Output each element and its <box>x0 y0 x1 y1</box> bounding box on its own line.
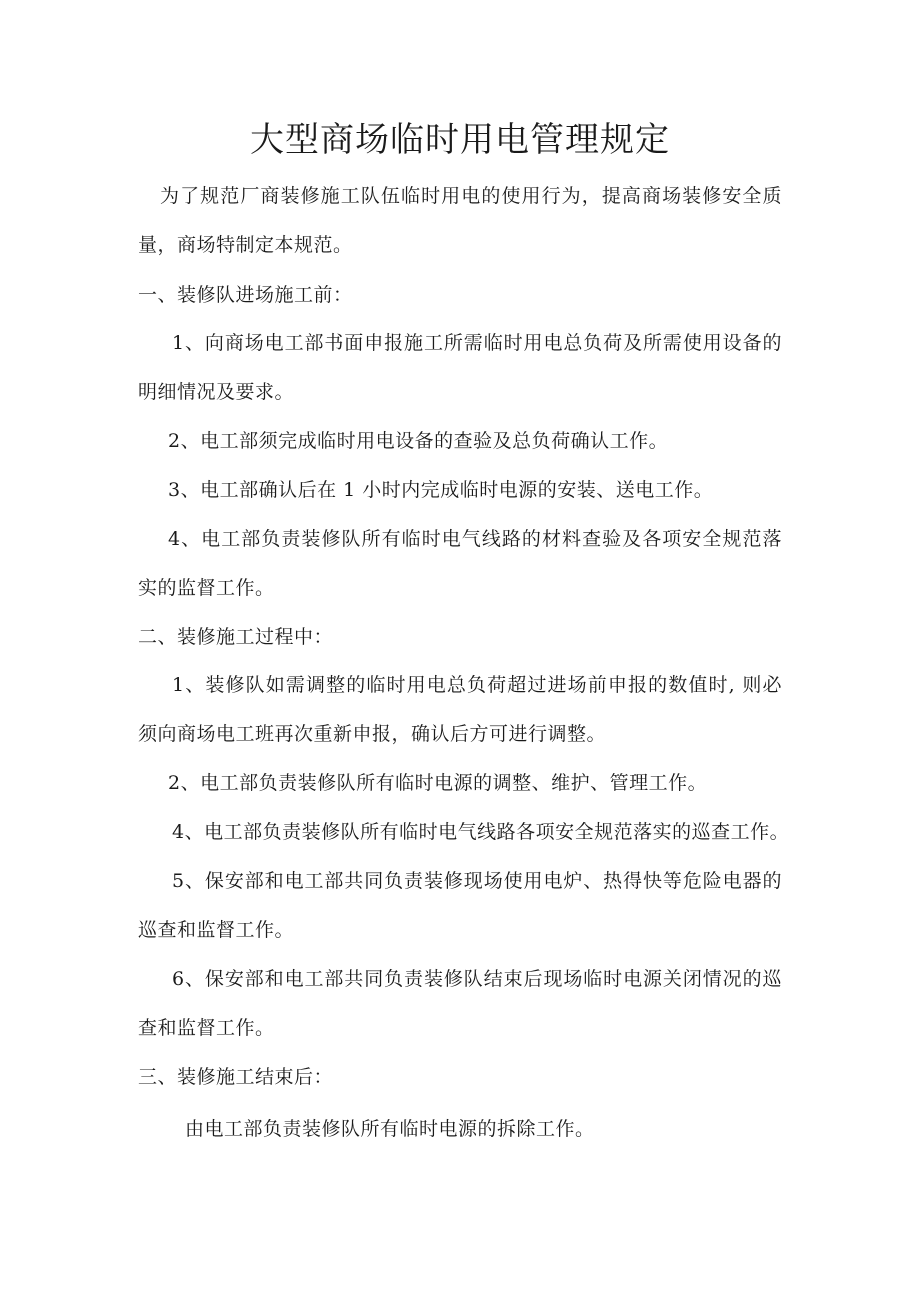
section-2-item-6-line-1: 6、保安部和电工部共同负责装修队结束后现场临时电源关闭情况的巡 <box>172 968 782 990</box>
section-2-heading: 二、装修施工过程中： <box>138 626 334 648</box>
section-1-item-2: 2、电工部须完成临时用电设备的查验及总负荷确认工作。 <box>168 430 669 452</box>
section-2-item-5-line-2: 巡查和监督工作。 <box>138 919 295 941</box>
intro-line-1: 为了规范厂商装修施工队伍临时用电的使用行为，提高商场装修安全质 <box>160 185 782 207</box>
section-2-item-5-line-1: 5、保安部和电工部共同负责装修现场使用电炉、热得快等危险电器的 <box>172 870 782 892</box>
section-2-item-2: 2、电工部负责装修队所有临时电源的调整、维护、管理工作。 <box>168 772 708 794</box>
intro-line-2: 量，商场特制定本规范。 <box>138 234 353 256</box>
section-1-item-1-line-1: 1、向商场电工部书面申报施工所需临时用电总负荷及所需使用设备的 <box>172 332 782 354</box>
section-3-heading: 三、装修施工结束后： <box>138 1066 334 1088</box>
section-2-item-4: 4、电工部负责装修队所有临时电气线路各项安全规范落实的巡查工作。 <box>172 821 790 843</box>
section-1-item-1-line-2: 明细情况及要求。 <box>138 381 295 403</box>
section-1-item-4-line-2: 实的监督工作。 <box>138 577 275 599</box>
section-2-item-1-line-2: 须向商场电工班再次重新申报，确认后方可进行调整。 <box>138 723 607 745</box>
section-1-heading: 一、装修队进场施工前： <box>138 284 353 306</box>
section-2-item-1-line-1: 1、装修队如需调整的临时用电总负荷超过进场前申报的数值时, 则必 <box>172 674 782 696</box>
section-1-item-3: 3、电工部确认后在 1 小时内完成临时电源的安装、送电工作。 <box>168 479 714 501</box>
section-3-item-1: 由电工部负责装修队所有临时电源的拆除工作。 <box>185 1118 595 1140</box>
section-1-item-4-line-1: 4、电工部负责装修队所有临时电气线路的材料查验及各项安全规范落 <box>168 528 782 550</box>
document-title: 大型商场临时用电管理规定 <box>250 120 670 160</box>
section-2-item-6-line-2: 查和监督工作。 <box>138 1017 275 1039</box>
